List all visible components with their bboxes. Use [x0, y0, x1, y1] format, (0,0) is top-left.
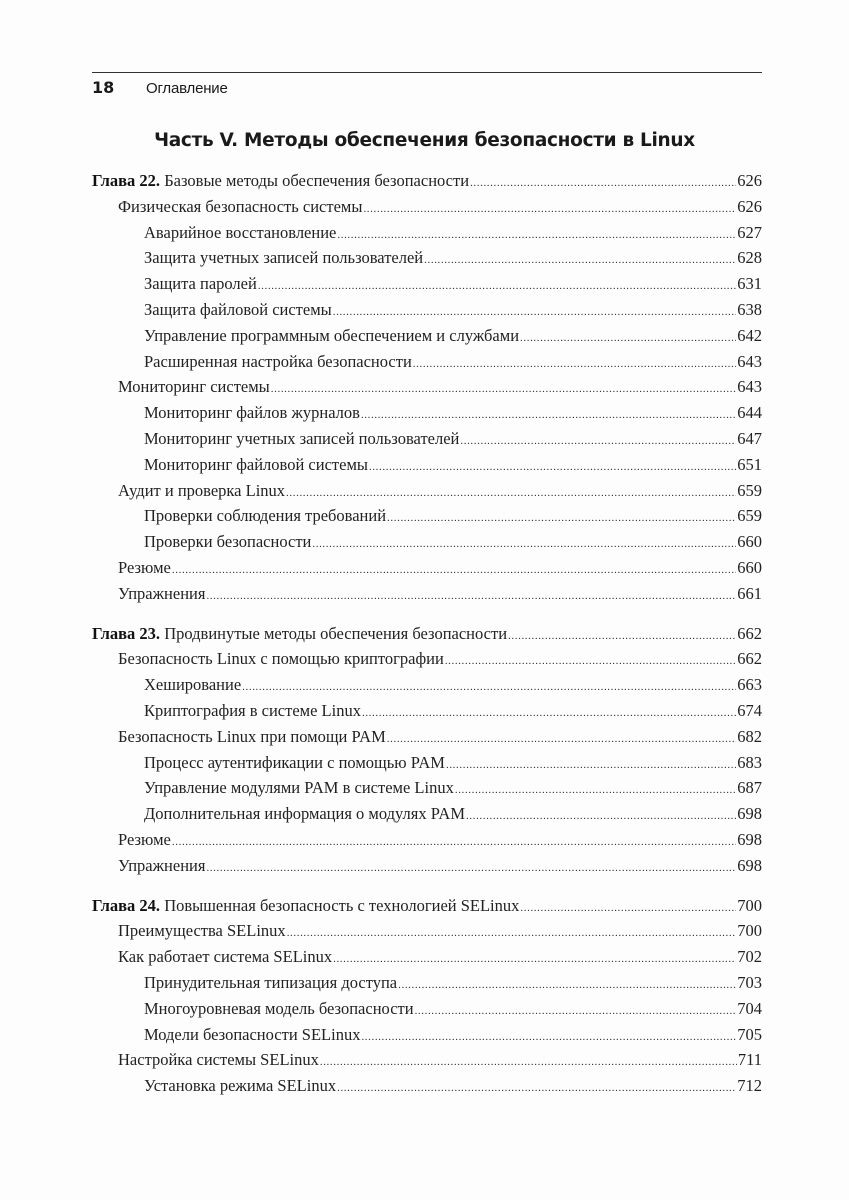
- dot-leader: [258, 271, 736, 300]
- dot-leader: [333, 297, 737, 326]
- toc-subsection[interactable]: [92, 452, 762, 478]
- toc-subsection[interactable]: [92, 801, 762, 827]
- dot-leader: [206, 853, 736, 882]
- dot-leader: [413, 349, 736, 378]
- page-ref: 683: [737, 752, 762, 772]
- dot-leader: [398, 970, 736, 999]
- dot-leader: [206, 581, 736, 610]
- toc-section[interactable]: [92, 555, 762, 581]
- dot-leader: [445, 646, 736, 675]
- page-ref: 644: [737, 403, 762, 423]
- toc-chapter-heading[interactable]: [92, 893, 762, 919]
- toc-subsection[interactable]: [92, 1022, 762, 1048]
- dot-leader: [361, 1022, 736, 1051]
- toc-subsection[interactable]: [92, 996, 762, 1022]
- dot-leader: [312, 529, 736, 558]
- dot-leader: [369, 452, 736, 481]
- dot-leader: [387, 724, 736, 753]
- page-ref: 698: [737, 855, 762, 875]
- toc-entry-text: Физическая безопасность системы: [118, 196, 363, 216]
- toc-subsection[interactable]: [92, 349, 762, 375]
- toc-entry-text: Защита учетных записей пользователей: [144, 248, 424, 268]
- toc-section[interactable]: [92, 194, 762, 220]
- dot-leader: [508, 621, 736, 650]
- toc-entry-text: Хеширование: [144, 675, 242, 695]
- toc-entry-text: Установка режима SELinux: [144, 1076, 337, 1096]
- part-title: Часть V. Методы обеспечения безопасности в Linux: [154, 130, 695, 151]
- toc-subsection[interactable]: [92, 245, 762, 271]
- dot-leader: [466, 801, 736, 830]
- toc-entry-text: Принудительная типизация доступа: [144, 972, 398, 992]
- page-number: 18: [92, 78, 115, 97]
- toc-entry-text: Дополнительная информация о модулях PAM: [144, 804, 466, 824]
- dot-leader: [424, 245, 736, 274]
- chapter-title: Базовые методы обеспечения безопасности: [164, 171, 470, 190]
- toc-section[interactable]: [92, 478, 762, 504]
- page-ref: 659: [737, 480, 762, 500]
- dot-leader: [460, 426, 736, 455]
- toc-section[interactable]: [92, 1047, 762, 1073]
- page-ref: 627: [737, 222, 762, 242]
- dot-leader: [361, 400, 736, 429]
- toc-entry-text: Модели безопасности SELinux: [144, 1024, 361, 1044]
- dot-leader: [363, 194, 736, 223]
- page-ref: 700: [737, 921, 762, 941]
- toc-subsection[interactable]: [92, 970, 762, 996]
- toc-entry-text: Мониторинг учетных записей пользователей: [144, 428, 460, 448]
- page-ref: 712: [737, 1076, 762, 1096]
- toc-entry-text: Безопасность Linux с помощью криптографии: [118, 649, 444, 669]
- toc-entry-text: Проверки соблюдения требований: [144, 506, 387, 526]
- page-ref: 642: [737, 325, 762, 345]
- toc-chapter-heading[interactable]: [92, 621, 762, 647]
- dot-leader: [470, 168, 736, 197]
- toc-entry-text: Настройка системы SELinux: [118, 1050, 319, 1070]
- page-ref: 631: [737, 274, 762, 294]
- toc-entry-text: Преимущества SELinux: [118, 921, 286, 941]
- toc-entry-text: [92, 621, 507, 647]
- toc-entry-text: Процесс аутентификации с помощью PAM: [144, 752, 445, 772]
- toc-chapter: [92, 168, 762, 607]
- page-ref: 711: [737, 1050, 762, 1070]
- toc-entry-text: Мониторинг файлов журналов: [144, 403, 360, 423]
- toc-entry-text: Управление модулями PAM в системе Linux: [144, 778, 454, 798]
- toc-entry-text: Защита паролей: [144, 274, 257, 294]
- dot-leader: [271, 374, 736, 403]
- toc-section[interactable]: [92, 944, 762, 970]
- page-ref: 674: [737, 700, 762, 720]
- toc-subsection[interactable]: [92, 529, 762, 555]
- dot-leader: [337, 1073, 736, 1102]
- page-ref: 704: [737, 998, 762, 1018]
- toc-chapter: [92, 621, 762, 879]
- dot-leader: [387, 503, 736, 532]
- toc-subsection[interactable]: [92, 400, 762, 426]
- page-ref: 661: [737, 583, 762, 603]
- toc-chapter-heading[interactable]: [92, 168, 762, 194]
- chapter-label: Глава 24.: [92, 895, 161, 915]
- dot-leader: [320, 1047, 737, 1076]
- toc-section[interactable]: [92, 374, 762, 400]
- toc-entry-text: Упражнения: [118, 583, 206, 603]
- toc-section[interactable]: [92, 646, 762, 672]
- toc-subsection[interactable]: [92, 775, 762, 801]
- toc-entry-text: Проверки безопасности: [144, 532, 312, 552]
- toc-section[interactable]: [92, 918, 762, 944]
- toc-subsection[interactable]: [92, 672, 762, 698]
- toc-entry-text: Безопасность Linux при помощи PAM: [118, 726, 386, 746]
- dot-leader: [172, 827, 736, 856]
- dot-leader: [520, 323, 736, 352]
- toc-subsection[interactable]: [92, 426, 762, 452]
- page-ref: 703: [737, 972, 762, 992]
- toc-subsection[interactable]: [92, 698, 762, 724]
- toc-subsection[interactable]: [92, 220, 762, 246]
- chapter-title: Продвинутые методы обеспечения безопасности: [164, 623, 508, 643]
- dot-leader: [446, 750, 736, 779]
- page-ref: 638: [737, 299, 762, 319]
- toc-subsection[interactable]: [92, 323, 762, 349]
- page-ref: 643: [737, 351, 762, 371]
- toc-entry-text: Мониторинг системы: [118, 377, 270, 397]
- dot-leader: [337, 220, 736, 249]
- chapter-title: Повышенная безопасность с технологией SELinux: [164, 895, 520, 915]
- toc-subsection[interactable]: [92, 297, 762, 323]
- header-rule: [92, 72, 762, 73]
- toc-entry-text: Резюме: [118, 829, 171, 849]
- page-ref: 698: [737, 804, 762, 824]
- toc-subsection[interactable]: [92, 750, 762, 776]
- page-ref: 659: [737, 506, 762, 526]
- page-ref: 698: [737, 829, 762, 849]
- running-title: Оглавление: [146, 80, 228, 97]
- toc-entry-text: Управление программным обеспечением и службами: [144, 325, 520, 345]
- dot-leader: [362, 698, 736, 727]
- toc-entry-text: Многоуровневая модель безопасности: [144, 998, 414, 1018]
- page-ref: 662: [737, 623, 762, 643]
- page-ref: 663: [737, 675, 762, 695]
- page-ref: 700: [737, 895, 762, 915]
- page-ref: 651: [737, 454, 762, 474]
- running-head: [92, 78, 228, 100]
- toc-entry-text: Аудит и проверка Linux: [118, 480, 286, 500]
- dot-leader: [242, 672, 736, 701]
- chapter-label: Глава 22.: [92, 171, 161, 190]
- toc-entry-text: Аварийное восстановление: [144, 222, 337, 242]
- page-ref: 660: [737, 532, 762, 552]
- toc-section[interactable]: [92, 853, 762, 879]
- page-ref: 705: [737, 1024, 762, 1044]
- page-ref: 626: [737, 171, 762, 190]
- dot-leader: [520, 893, 736, 922]
- toc-entry-text: [92, 893, 519, 919]
- toc-entry-text: Защита файловой системы: [144, 299, 332, 319]
- toc-entry-text: Криптография в системе Linux: [144, 700, 361, 720]
- page-ref: 626: [737, 196, 762, 216]
- page-ref: 682: [737, 726, 762, 746]
- toc-entry-text: Мониторинг файловой системы: [144, 454, 368, 474]
- dot-leader: [286, 478, 736, 507]
- dot-leader: [287, 918, 737, 947]
- toc-subsection[interactable]: [92, 1073, 762, 1099]
- page-ref: 660: [737, 557, 762, 577]
- toc-section[interactable]: [92, 827, 762, 853]
- page-ref: 702: [737, 947, 762, 967]
- toc-entry-text: [92, 168, 469, 194]
- toc-entry-text: Резюме: [118, 557, 171, 577]
- dot-leader: [415, 996, 737, 1025]
- dot-leader: [172, 555, 736, 584]
- table-of-contents: [92, 168, 762, 1113]
- chapter-label: Глава 23.: [92, 623, 161, 643]
- dot-leader: [455, 775, 736, 804]
- toc-section[interactable]: [92, 724, 762, 750]
- page-ref: 643: [737, 377, 762, 397]
- toc-subsection[interactable]: [92, 503, 762, 529]
- toc-entry-text: Упражнения: [118, 855, 206, 875]
- page-ref: 662: [737, 649, 762, 669]
- page-ref: 647: [737, 428, 762, 448]
- dot-leader: [333, 944, 736, 973]
- toc-entry-text: Расширенная настройка безопасности: [144, 351, 412, 371]
- toc-section[interactable]: [92, 581, 762, 607]
- page-ref: 687: [737, 778, 762, 798]
- toc-entry-text: Как работает система SELinux: [118, 947, 333, 967]
- toc-subsection[interactable]: [92, 271, 762, 297]
- toc-chapter: [92, 893, 762, 1099]
- page-ref: 628: [737, 248, 762, 268]
